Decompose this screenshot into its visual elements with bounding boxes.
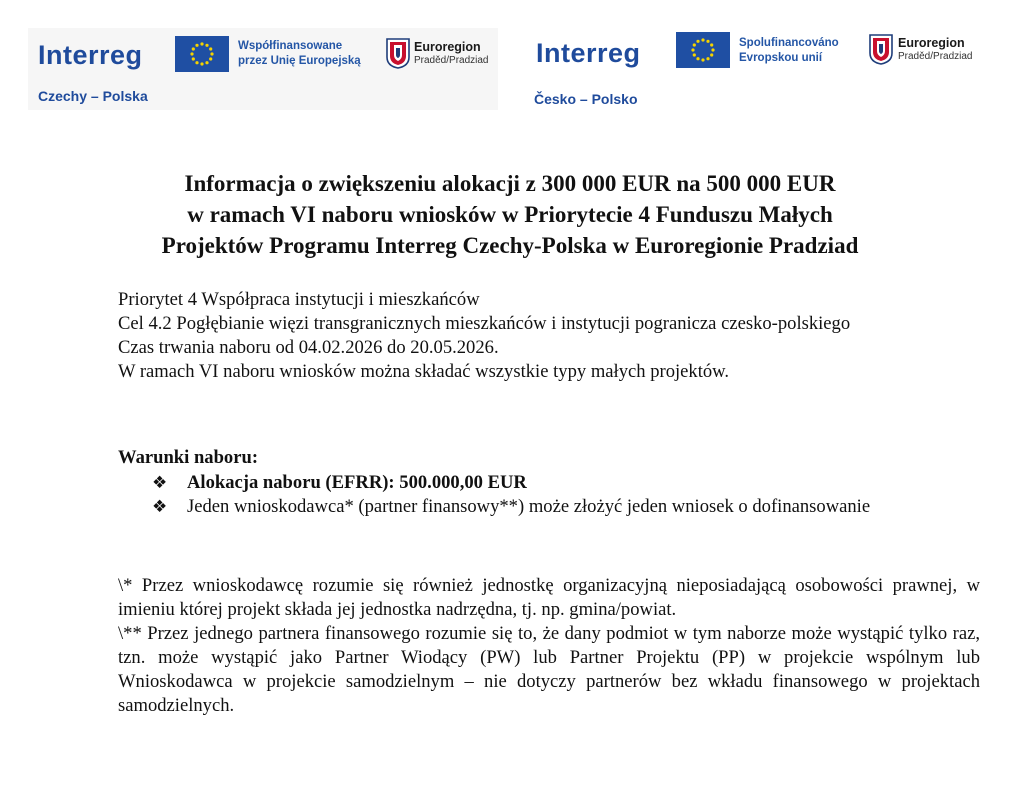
call-info xyxy=(118,288,980,384)
logo-interreg-cesko-polsko xyxy=(500,0,1022,112)
conditions-list xyxy=(152,471,980,519)
euroregion-subname: Praděd/Pradziad xyxy=(414,55,489,66)
interreg-wordmark: Interreg xyxy=(38,40,143,70)
priority-line: Priorytet 4 Współpraca instytucji i mieszkańców xyxy=(118,289,480,310)
list-item xyxy=(152,471,980,495)
cofinancing-line-1: Spolufinancováno xyxy=(739,37,839,49)
program-country-label: Czechy – Polska xyxy=(38,88,148,104)
footnote-1: \* Przez wnioskodawcę rozumie się również jednostkę organizacyjną nieposiadającą osobowości prawnej, w imieniu której projekt składa jej jednostka nadrzędna, tj. np. gmina/powiat. xyxy=(118,575,980,620)
euroregion-name: Euroregion xyxy=(898,36,965,50)
euroregion-emblem-icon xyxy=(386,38,410,69)
cofinancing-line-1: Współfinansowane xyxy=(238,40,343,52)
diamond-bullet-icon: ❖ xyxy=(152,473,168,493)
euroregion-subname: Praděd/Pradziad xyxy=(898,51,973,62)
footnote-2: \** Przez jednego partnera finansowego rozumie się to, że dany podmiot w tym naborze może wystąpić tylko raz, tzn. może wystąpić jako Partner Wiodący (PW) lub Partner Projektu (PP) w projekcie wspólnym lub Wnioskodawca w projekcie samodzielnym – nie dotyczy partnerów bez wkładu finansowego w projektach samodzielnych. xyxy=(118,623,980,716)
program-country-label: Česko – Polsko xyxy=(534,91,638,107)
euroregion-name: Euroregion xyxy=(414,40,481,54)
project-types-line: W ramach VI naboru wniosków można składać wszystkie typy małych projektów. xyxy=(118,361,730,382)
logo-interreg-czechy-polska xyxy=(0,0,500,112)
list-item xyxy=(152,495,980,519)
title-line-1: Informacja o zwiększeniu alokacji z 300 000 EUR na 500 000 EUR xyxy=(184,171,836,196)
cofinancing-line-2: Evropskou unií xyxy=(739,52,823,64)
title-line-3: Projektów Programu Interreg Czechy-Polska w Euroregionie Pradziad xyxy=(161,233,859,258)
goal-line: Cel 4.2 Pogłębianie więzi transgranicznych mieszkańców i instytucji pogranicza czesko-polskiego xyxy=(118,313,851,334)
interreg-wordmark: Interreg xyxy=(536,38,641,68)
euroregion-emblem-icon xyxy=(869,34,893,65)
eu-flag-icon xyxy=(676,32,730,68)
cofinancing-line-2: przez Unię Europejską xyxy=(238,55,361,67)
diamond-bullet-icon: ❖ xyxy=(152,497,168,517)
footnotes xyxy=(118,574,980,718)
conditions-heading: Warunki naboru: xyxy=(118,447,259,468)
duration-line: Czas trwania naboru od 04.02.2026 do 20.05.2026. xyxy=(118,337,499,358)
title-line-2: w ramach VI naboru wniosków w Priorytecie 4 Funduszu Małych xyxy=(187,202,833,227)
condition-text: Jeden wnioskodawca* (partner finansowy**) może złożyć jeden wniosek o dofinansowanie xyxy=(187,496,871,517)
condition-text: Alokacja naboru (EFRR): 500.000,00 EUR xyxy=(187,472,527,493)
euroregion-label xyxy=(414,41,489,67)
cofinancing-label xyxy=(238,39,378,69)
eu-flag-icon xyxy=(175,36,229,72)
euroregion-label xyxy=(898,37,973,63)
document-title xyxy=(60,168,960,261)
cofinancing-label xyxy=(739,36,869,66)
